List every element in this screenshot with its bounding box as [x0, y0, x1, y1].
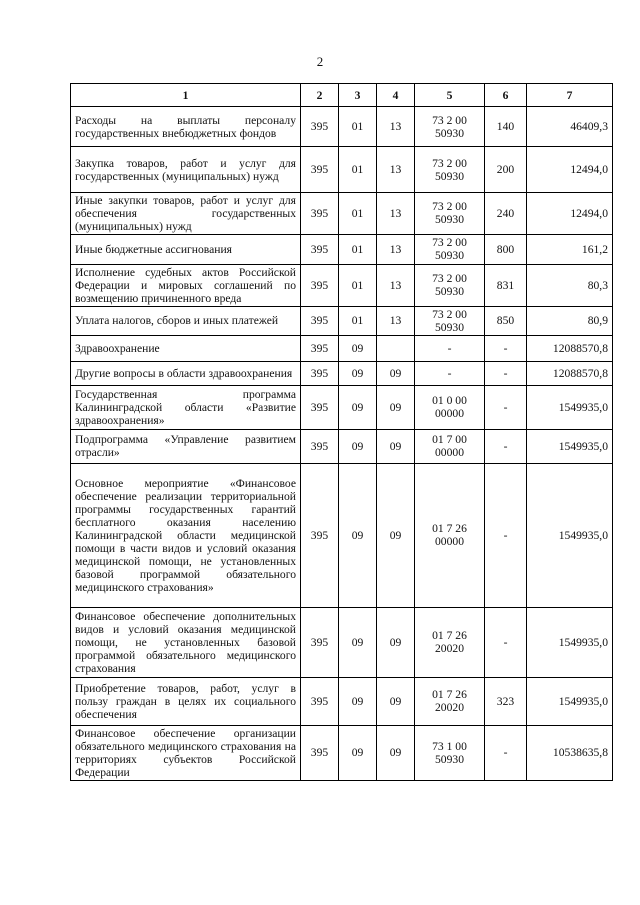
row-expense-type: 800 [485, 234, 527, 264]
row-admin-code: 395 [301, 463, 339, 607]
header-col-1: 1 [71, 84, 301, 107]
row-subsection: 09 [377, 361, 415, 385]
target-article-line-1: 01 0 00 [432, 394, 467, 408]
target-article-line-2: 50930 [435, 285, 464, 299]
row-subsection: 09 [377, 385, 415, 429]
header-col-6: 6 [485, 84, 527, 107]
row-section: 01 [339, 234, 377, 264]
row-name: Расходы на выплаты персоналу государственных внебюджетных фондов [71, 107, 301, 147]
target-article-line-1: 73 2 00 [432, 113, 467, 127]
table-row [71, 361, 613, 385]
row-amount: 80,3 [527, 264, 613, 306]
target-article-line-2: 50930 [435, 320, 464, 334]
target-article-line-1: 73 2 00 [432, 272, 467, 286]
row-subsection: 09 [377, 725, 415, 780]
page-number: 2 [316, 54, 324, 69]
target-article-line-2: 50930 [435, 213, 464, 227]
row-section: 09 [339, 725, 377, 780]
row-name: Другие вопросы в области здравоохранения [71, 361, 301, 385]
row-subsection: 13 [377, 193, 415, 235]
row-amount: 12088570,8 [527, 361, 613, 385]
target-article-line-1: - [447, 341, 452, 355]
row-target-article [415, 361, 485, 385]
row-section: 01 [339, 107, 377, 147]
row-name: Иные бюджетные ассигнования [71, 234, 301, 264]
table-row [71, 107, 613, 147]
row-name: Приобретение товаров, работ, услуг в пользу граждан в целях их социального обеспечения [71, 677, 301, 725]
row-name: Здравоохранение [71, 335, 301, 361]
row-admin-code: 395 [301, 385, 339, 429]
row-subsection: 13 [377, 264, 415, 306]
row-amount: 80,9 [527, 306, 613, 335]
row-section: 09 [339, 677, 377, 725]
row-subsection: 13 [377, 234, 415, 264]
row-name: Уплата налогов, сборов и иных платежей [71, 306, 301, 335]
row-amount: 1549935,0 [527, 607, 613, 677]
target-article-line-1: 73 2 00 [432, 307, 467, 321]
table-row [71, 147, 613, 193]
row-admin-code: 395 [301, 361, 339, 385]
row-section: 09 [339, 385, 377, 429]
row-section: 09 [339, 607, 377, 677]
row-subsection: 09 [377, 463, 415, 607]
row-admin-code: 395 [301, 677, 339, 725]
row-target-article [415, 385, 485, 429]
table-row [71, 463, 613, 607]
target-article-line-2: 50930 [435, 126, 464, 140]
row-admin-code: 395 [301, 264, 339, 306]
header-col-3: 3 [339, 84, 377, 107]
row-section: 01 [339, 264, 377, 306]
table-row [71, 429, 613, 463]
row-amount: 1549935,0 [527, 429, 613, 463]
table-row [71, 335, 613, 361]
row-section: 09 [339, 361, 377, 385]
row-subsection: 09 [377, 429, 415, 463]
row-amount: 1549935,0 [527, 677, 613, 725]
row-subsection [377, 335, 415, 361]
target-article-line-2: 00000 [435, 446, 464, 460]
row-target-article [415, 264, 485, 306]
target-article-line-1: - [447, 366, 452, 380]
row-amount: 161,2 [527, 234, 613, 264]
target-article-line-2: 00000 [435, 535, 464, 549]
row-amount: 46409,3 [527, 107, 613, 147]
row-expense-type: 831 [485, 264, 527, 306]
row-subsection: 13 [377, 306, 415, 335]
row-target-article [415, 429, 485, 463]
row-name: Финансовое обеспечение дополнительных видов и условий оказания медицинской помощи, не установленных базовой программой обязательного медицинского страхования [71, 607, 301, 677]
row-target-article [415, 306, 485, 335]
row-amount: 10538635,8 [527, 725, 613, 780]
row-name: Подпрограмма «Управление развитием отрасли» [71, 429, 301, 463]
table-header-row [71, 84, 613, 107]
row-expense-type: 140 [485, 107, 527, 147]
row-section: 09 [339, 335, 377, 361]
row-expense-type: 850 [485, 306, 527, 335]
row-amount: 12494,0 [527, 147, 613, 193]
row-amount: 12494,0 [527, 193, 613, 235]
row-section: 01 [339, 306, 377, 335]
target-article-line-1: 01 7 00 [432, 433, 467, 447]
table-row [71, 725, 613, 780]
table-row [71, 677, 613, 725]
target-article-line-2: 20020 [435, 701, 464, 715]
target-article-line-1: 73 2 00 [432, 156, 467, 170]
row-admin-code: 395 [301, 147, 339, 193]
row-target-article [415, 147, 485, 193]
header-col-7: 7 [527, 84, 613, 107]
row-admin-code: 395 [301, 607, 339, 677]
row-admin-code: 395 [301, 107, 339, 147]
target-article-line-1: 01 7 26 [432, 688, 467, 702]
row-target-article [415, 677, 485, 725]
row-expense-type: 240 [485, 193, 527, 235]
header-col-5: 5 [415, 84, 485, 107]
header-col-2: 2 [301, 84, 339, 107]
row-expense-type: - [485, 335, 527, 361]
row-admin-code: 395 [301, 335, 339, 361]
target-article-line-2: 50930 [435, 752, 464, 766]
row-section: 01 [339, 147, 377, 193]
table-row [71, 306, 613, 335]
row-admin-code: 395 [301, 429, 339, 463]
target-article-line-2: 50930 [435, 169, 464, 183]
target-article-line-1: 73 2 00 [432, 236, 467, 250]
row-expense-type: - [485, 429, 527, 463]
row-section: 09 [339, 463, 377, 607]
table-row [71, 234, 613, 264]
target-article-line-2: 00000 [435, 407, 464, 421]
row-subsection: 09 [377, 677, 415, 725]
table-row [71, 264, 613, 306]
target-article-line-1: 73 1 00 [432, 739, 467, 753]
table-row [71, 385, 613, 429]
row-section: 09 [339, 429, 377, 463]
row-admin-code: 395 [301, 306, 339, 335]
row-target-article [415, 463, 485, 607]
row-target-article [415, 607, 485, 677]
table-row [71, 193, 613, 235]
row-expense-type: - [485, 385, 527, 429]
row-subsection: 09 [377, 607, 415, 677]
row-name: Государственная программа Калининградской области «Развитие здравоохранения» [71, 385, 301, 429]
table-row [71, 607, 613, 677]
row-expense-type: - [485, 725, 527, 780]
row-subsection: 13 [377, 107, 415, 147]
row-expense-type: 323 [485, 677, 527, 725]
row-expense-type: - [485, 463, 527, 607]
target-article-line-2: 50930 [435, 249, 464, 263]
row-amount: 1549935,0 [527, 463, 613, 607]
row-name: Основное мероприятие «Финансовое обеспечение реализации территориальной программы государственных гарантий бесплатного оказания населению Калининградской области медицинской помощи в части видов и условий оказания медицинской помощи, не установленных базовой программой обязательного медицинского страхования» [71, 463, 301, 607]
target-article-line-1: 01 7 26 [432, 522, 467, 536]
row-expense-type: 200 [485, 147, 527, 193]
target-article-line-1: 73 2 00 [432, 200, 467, 214]
row-target-article [415, 107, 485, 147]
row-name: Закупка товаров, работ и услуг для государственных (муниципальных) нужд [71, 147, 301, 193]
row-amount: 12088570,8 [527, 335, 613, 361]
row-name: Финансовое обеспечение организации обязательного медицинского страхования на территориях субъектов Российской Федерации [71, 725, 301, 780]
row-name: Исполнение судебных актов Российской Федерации и мировых соглашений по возмещению причиненного вреда [71, 264, 301, 306]
row-target-article [415, 193, 485, 235]
header-col-4: 4 [377, 84, 415, 107]
row-admin-code: 395 [301, 193, 339, 235]
target-article-line-1: 01 7 26 [432, 629, 467, 643]
row-expense-type: - [485, 607, 527, 677]
target-article-line-2: 20020 [435, 642, 464, 656]
row-target-article [415, 725, 485, 780]
row-section: 01 [339, 193, 377, 235]
row-admin-code: 395 [301, 234, 339, 264]
row-subsection: 13 [377, 147, 415, 193]
row-target-article [415, 234, 485, 264]
row-admin-code: 395 [301, 725, 339, 780]
row-amount: 1549935,0 [527, 385, 613, 429]
row-name: Иные закупки товаров, работ и услуг для обеспечения государственных (муниципальных) нужд [71, 193, 301, 235]
row-target-article [415, 335, 485, 361]
row-expense-type: - [485, 361, 527, 385]
budget-table [70, 83, 613, 781]
